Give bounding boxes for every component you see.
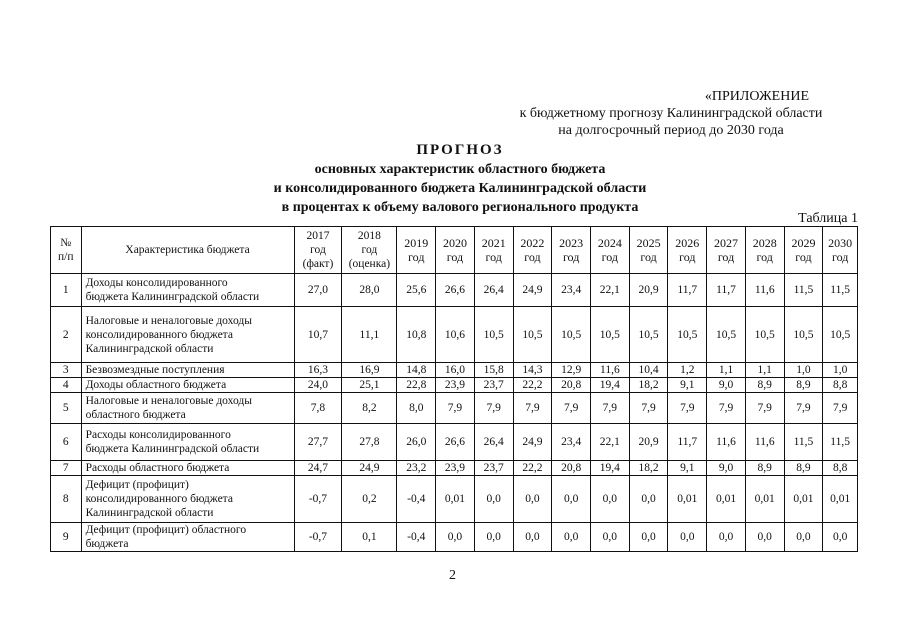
value-cell: 24,0 xyxy=(294,378,342,393)
row-characteristic-line: Дефицит (профицит) областного xyxy=(85,524,247,536)
column-header-line: 2018 xyxy=(357,230,381,242)
value-cell: 20,8 xyxy=(552,461,591,476)
row-number: 3 xyxy=(51,363,82,378)
value-cell: 11,7 xyxy=(668,274,707,307)
column-header-line: 2020 xyxy=(442,236,467,250)
value-cell: 11,6 xyxy=(745,424,784,461)
table-row xyxy=(51,307,858,363)
value-cell: 8,0 xyxy=(397,393,436,424)
table-header-row xyxy=(51,227,858,274)
column-header-year xyxy=(436,227,475,274)
title-subtitle: в процентах к объему валового регионального продукта xyxy=(281,200,639,215)
column-header-line: Характеристика бюджета xyxy=(125,244,250,256)
row-characteristic-line: Доходы областного бюджета xyxy=(85,379,227,391)
value-cell: 23,9 xyxy=(436,378,475,393)
row-characteristic xyxy=(81,461,294,476)
column-header-year xyxy=(707,227,746,274)
value-cell: 20,8 xyxy=(552,378,591,393)
row-characteristic-line: Расходы областного бюджета xyxy=(85,462,230,474)
column-header-line: 2017 xyxy=(306,230,330,242)
table-row xyxy=(51,274,858,307)
value-cell: 7,9 xyxy=(552,393,591,424)
appendix-heading: «ПРИЛОЖЕНИЕ xyxy=(704,89,809,104)
value-cell: 0,01 xyxy=(707,476,746,523)
row-characteristic-line: Калининградской области xyxy=(85,342,214,355)
value-cell: 10,5 xyxy=(474,307,513,363)
value-cell: 0,1 xyxy=(342,523,397,552)
value-cell: 26,6 xyxy=(436,274,475,307)
column-header-line: год xyxy=(756,250,773,264)
value-cell: 1,2 xyxy=(668,363,707,378)
value-cell: 0,0 xyxy=(474,523,513,552)
row-characteristic-line: Безвозмездные поступления xyxy=(85,364,225,376)
value-cell: 8,8 xyxy=(823,461,858,476)
column-header-year xyxy=(552,227,591,274)
value-cell: 0,0 xyxy=(629,476,668,523)
value-cell: 23,7 xyxy=(474,378,513,393)
table-row xyxy=(51,378,858,393)
column-header-year xyxy=(591,227,630,274)
column-header-line: год xyxy=(679,250,696,264)
table-row xyxy=(51,363,858,378)
value-cell: 22,8 xyxy=(397,378,436,393)
value-cell: 22,1 xyxy=(591,274,630,307)
value-cell: 20,9 xyxy=(629,274,668,307)
value-cell: 16,0 xyxy=(436,363,475,378)
column-header-line: 2024 xyxy=(597,236,622,250)
row-characteristic xyxy=(81,393,294,424)
table-row xyxy=(51,461,858,476)
value-cell: 23,7 xyxy=(474,461,513,476)
value-cell: 14,3 xyxy=(513,363,552,378)
value-cell: 0,0 xyxy=(707,523,746,552)
value-cell: 26,4 xyxy=(474,274,513,307)
column-header-line: 2019 xyxy=(404,236,429,250)
row-number: 1 xyxy=(51,274,82,307)
value-cell: 19,4 xyxy=(591,378,630,393)
value-cell: 10,5 xyxy=(629,307,668,363)
row-characteristic xyxy=(81,424,294,461)
value-cell: 7,9 xyxy=(629,393,668,424)
table-row xyxy=(51,523,858,552)
budget-forecast-table xyxy=(50,226,858,552)
row-characteristic-line: Калининградской области xyxy=(85,507,214,519)
row-characteristic xyxy=(81,307,294,363)
value-cell: 11,5 xyxy=(784,274,823,307)
value-cell: 23,9 xyxy=(436,461,475,476)
value-cell: 7,9 xyxy=(707,393,746,424)
value-cell: 0,0 xyxy=(436,523,475,552)
column-header-line: год xyxy=(524,250,541,264)
value-cell: 22,2 xyxy=(513,378,552,393)
value-cell: 24,9 xyxy=(342,461,397,476)
title-subtitle: и консолидированного бюджета Калининградской области xyxy=(273,181,647,196)
value-cell: -0,4 xyxy=(397,476,436,523)
value-cell: 27,7 xyxy=(294,424,342,461)
column-header-line: 2025 xyxy=(636,236,661,250)
value-cell: 8,2 xyxy=(342,393,397,424)
row-characteristic-line: Дефицит (профицит) xyxy=(85,479,189,491)
column-header-line: год xyxy=(562,250,580,264)
value-cell: 26,4 xyxy=(474,424,513,461)
row-characteristic-line: бюджета xyxy=(85,538,129,550)
column-header-year xyxy=(342,227,397,274)
value-cell: 10,5 xyxy=(784,307,823,363)
value-cell: -0,7 xyxy=(294,476,342,523)
value-cell: 20,9 xyxy=(629,424,668,461)
row-characteristic xyxy=(81,476,294,523)
value-cell: 0,0 xyxy=(745,523,784,552)
column-header-line: п/п xyxy=(58,251,74,263)
value-cell: 0,01 xyxy=(668,476,707,523)
value-cell: 9,0 xyxy=(707,378,746,393)
value-cell: 16,9 xyxy=(342,363,397,378)
value-cell: 7,9 xyxy=(784,393,823,424)
column-header-year xyxy=(784,227,823,274)
value-cell: 0,0 xyxy=(823,523,858,552)
value-cell: 0,0 xyxy=(513,476,552,523)
column-header-line: (оценка) xyxy=(348,258,391,270)
value-cell: 11,6 xyxy=(591,363,630,378)
value-cell: 27,8 xyxy=(342,424,397,461)
value-cell: 11,5 xyxy=(823,424,858,461)
value-cell: 23,4 xyxy=(552,274,591,307)
value-cell: 22,1 xyxy=(591,424,630,461)
row-number: 7 xyxy=(51,461,82,476)
row-number: 8 xyxy=(51,476,82,523)
column-header-line: 2030 xyxy=(828,236,853,250)
column-header-year xyxy=(397,227,436,274)
column-header-year xyxy=(513,227,552,274)
column-header-characteristic xyxy=(81,227,294,274)
appendix-header xyxy=(480,88,862,139)
value-cell: 26,0 xyxy=(397,424,436,461)
value-cell: 7,9 xyxy=(513,393,552,424)
title-main: ПРОГНОЗ xyxy=(416,142,504,158)
value-cell: 0,0 xyxy=(668,523,707,552)
value-cell: 0,0 xyxy=(513,523,552,552)
value-cell: 22,2 xyxy=(513,461,552,476)
table-row xyxy=(51,424,858,461)
value-cell: 0,01 xyxy=(745,476,784,523)
value-cell: 10,5 xyxy=(513,307,552,363)
row-characteristic-line: Налоговые и неналоговые доходы xyxy=(85,395,252,407)
value-cell: 8,9 xyxy=(784,378,823,393)
value-cell: 11,6 xyxy=(707,424,746,461)
value-cell: 1,0 xyxy=(823,363,858,378)
page-number: 2 xyxy=(449,568,456,583)
value-cell: 0,01 xyxy=(436,476,475,523)
value-cell: 15,8 xyxy=(474,363,513,378)
row-number: 4 xyxy=(51,378,82,393)
column-header-number xyxy=(51,227,82,274)
value-cell: 0,2 xyxy=(342,476,397,523)
value-cell: 24,9 xyxy=(513,424,552,461)
column-header-line: 2029 xyxy=(791,236,816,250)
value-cell: 18,2 xyxy=(629,461,668,476)
row-characteristic xyxy=(81,363,294,378)
value-cell: 7,8 xyxy=(294,393,342,424)
value-cell: 7,9 xyxy=(823,393,858,424)
value-cell: 8,9 xyxy=(745,378,784,393)
value-cell: -0,4 xyxy=(397,523,436,552)
value-cell: 16,3 xyxy=(294,363,342,378)
column-header-line: № xyxy=(60,237,72,249)
value-cell: 7,9 xyxy=(745,393,784,424)
column-header-line: год xyxy=(601,250,619,264)
column-header-line: год xyxy=(485,250,502,264)
value-cell: 8,9 xyxy=(745,461,784,476)
table-row xyxy=(51,393,858,424)
column-header-line: 2028 xyxy=(752,236,777,250)
column-header-line: год xyxy=(640,250,657,264)
row-characteristic-line: консолидированного бюджета xyxy=(85,328,233,341)
column-header-line: (факт) xyxy=(302,258,334,270)
row-number: 5 xyxy=(51,393,82,424)
row-characteristic xyxy=(81,378,294,393)
row-characteristic-line: Налоговые и неналоговые доходы xyxy=(85,314,252,327)
column-header-line: 2026 xyxy=(675,236,700,250)
value-cell: 28,0 xyxy=(342,274,397,307)
value-cell: 10,5 xyxy=(668,307,707,363)
value-cell: 24,7 xyxy=(294,461,342,476)
value-cell: 7,9 xyxy=(668,393,707,424)
value-cell: 0,0 xyxy=(591,476,630,523)
value-cell: 10,7 xyxy=(294,307,342,363)
value-cell: 11,5 xyxy=(784,424,823,461)
column-header-line: год xyxy=(310,244,326,256)
row-characteristic-line: консолидированного бюджета xyxy=(85,493,233,505)
value-cell: 10,5 xyxy=(745,307,784,363)
value-cell: 11,5 xyxy=(823,274,858,307)
value-cell: 9,1 xyxy=(668,378,707,393)
value-cell: 0,0 xyxy=(552,476,591,523)
row-characteristic xyxy=(81,523,294,552)
row-characteristic-line: областного бюджета xyxy=(85,409,186,421)
value-cell: 11,7 xyxy=(707,274,746,307)
column-header-line: год xyxy=(361,244,378,256)
value-cell: 23,4 xyxy=(552,424,591,461)
value-cell: 0,0 xyxy=(784,523,823,552)
row-number: 9 xyxy=(51,523,82,552)
value-cell: 10,6 xyxy=(436,307,475,363)
value-cell: 19,4 xyxy=(591,461,630,476)
value-cell: 25,1 xyxy=(342,378,397,393)
value-cell: 10,5 xyxy=(591,307,630,363)
title-subtitle: основных характеристик областного бюджета xyxy=(314,162,606,177)
column-header-year xyxy=(629,227,668,274)
value-cell: 1,1 xyxy=(707,363,746,378)
column-header-line: год xyxy=(408,250,425,264)
value-cell: 0,01 xyxy=(784,476,823,523)
column-header-line: 2023 xyxy=(559,236,584,250)
value-cell: 10,5 xyxy=(823,307,858,363)
column-header-line: год xyxy=(831,250,849,264)
column-header-year xyxy=(294,227,342,274)
row-characteristic-line: Расходы консолидированного xyxy=(85,429,231,441)
table-row xyxy=(51,476,858,523)
value-cell: 0,0 xyxy=(591,523,630,552)
value-cell: 0,0 xyxy=(629,523,668,552)
value-cell: 26,6 xyxy=(436,424,475,461)
column-header-year xyxy=(668,227,707,274)
value-cell: 0,0 xyxy=(474,476,513,523)
column-header-line: год xyxy=(717,250,735,264)
value-cell: 0,0 xyxy=(552,523,591,552)
column-header-line: 2021 xyxy=(481,236,506,250)
value-cell: 8,8 xyxy=(823,378,858,393)
value-cell: 9,1 xyxy=(668,461,707,476)
value-cell: 11,1 xyxy=(342,307,397,363)
document-title xyxy=(180,141,740,217)
value-cell: 9,0 xyxy=(707,461,746,476)
column-header-year xyxy=(474,227,513,274)
column-header-line: год xyxy=(795,250,812,264)
value-cell: 10,5 xyxy=(707,307,746,363)
appendix-line: к бюджетному прогнозу Калининградской области xyxy=(519,106,823,121)
value-cell: 14,8 xyxy=(397,363,436,378)
value-cell: -0,7 xyxy=(294,523,342,552)
value-cell: 1,1 xyxy=(745,363,784,378)
column-header-line: 2022 xyxy=(520,236,545,250)
value-cell: 7,9 xyxy=(591,393,630,424)
row-characteristic-line: бюджета Калининградской области xyxy=(85,443,260,455)
value-cell: 23,2 xyxy=(397,461,436,476)
value-cell: 18,2 xyxy=(629,378,668,393)
value-cell: 11,6 xyxy=(745,274,784,307)
row-number: 6 xyxy=(51,424,82,461)
appendix-line: на долгосрочный период до 2030 года xyxy=(558,123,784,138)
value-cell: 10,5 xyxy=(552,307,591,363)
row-characteristic-line: бюджета Калининградской области xyxy=(85,291,260,303)
value-cell: 8,9 xyxy=(784,461,823,476)
column-header-year xyxy=(823,227,858,274)
column-header-year xyxy=(745,227,784,274)
value-cell: 25,6 xyxy=(397,274,436,307)
value-cell: 1,0 xyxy=(784,363,823,378)
value-cell: 0,01 xyxy=(823,476,858,523)
value-cell: 12,9 xyxy=(552,363,591,378)
row-characteristic-line: Доходы консолидированного xyxy=(85,277,228,289)
value-cell: 11,7 xyxy=(668,424,707,461)
value-cell: 10,4 xyxy=(629,363,668,378)
value-cell: 7,9 xyxy=(474,393,513,424)
column-header-line: 2027 xyxy=(714,236,739,250)
value-cell: 7,9 xyxy=(436,393,475,424)
value-cell: 27,0 xyxy=(294,274,342,307)
column-header-line: год xyxy=(446,250,464,264)
row-characteristic xyxy=(81,274,294,307)
value-cell: 10,8 xyxy=(397,307,436,363)
row-number: 2 xyxy=(51,307,82,363)
table-label: Таблица 1 xyxy=(798,211,858,226)
value-cell: 24,9 xyxy=(513,274,552,307)
